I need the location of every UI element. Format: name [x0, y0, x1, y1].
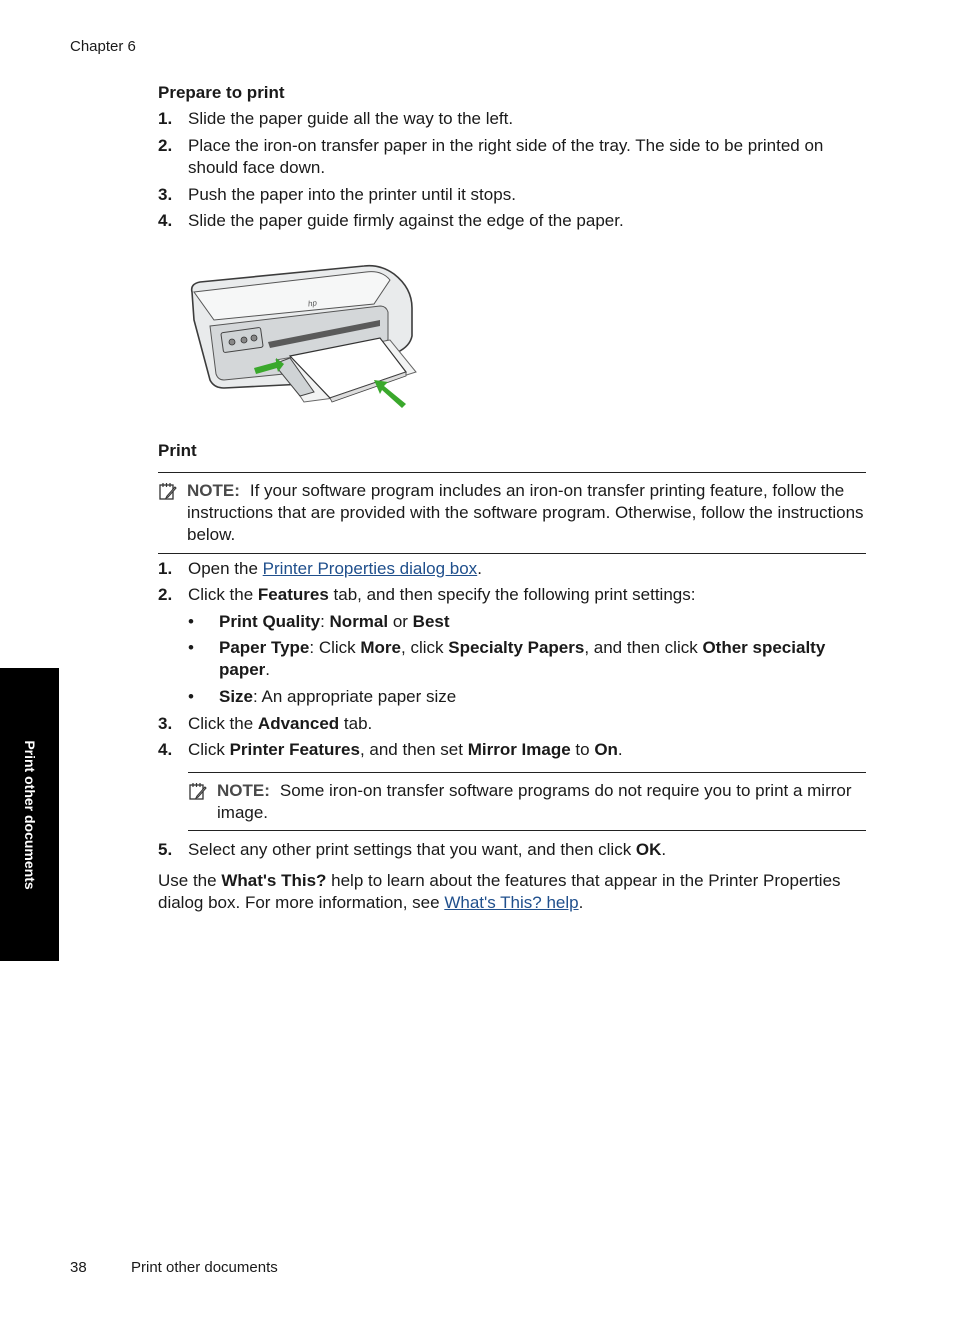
features-tab-label: Features	[257, 585, 329, 604]
paragraph-text: Use the	[158, 871, 222, 890]
bullet-text: : Click	[309, 638, 361, 657]
note-2	[217, 780, 865, 824]
step-number: 1.	[158, 109, 173, 128]
bullet-text: , click	[401, 638, 449, 657]
print-step-5	[158, 839, 868, 861]
bullet-sep: :	[320, 612, 330, 631]
step-number: 4.	[158, 211, 173, 230]
prepare-step-4	[158, 210, 868, 232]
bullet-text: : An appropriate paper size	[253, 687, 457, 706]
bullet-paper-type	[188, 637, 868, 681]
bullet-size	[188, 686, 868, 708]
bullet-label: Print Quality	[219, 612, 321, 631]
note-icon	[158, 481, 178, 501]
prepare-step-2	[158, 135, 868, 179]
bullet-label: Size	[219, 687, 254, 706]
step-text-end: .	[617, 740, 623, 759]
arrow-up-left-icon	[374, 380, 406, 408]
print-step-3	[158, 713, 868, 735]
note-box-2	[188, 772, 866, 831]
step-number: 2.	[158, 585, 173, 604]
step-text-end: .	[477, 559, 482, 578]
note-1	[187, 480, 867, 546]
bullet-text-end: .	[265, 660, 271, 679]
more-label: More	[360, 638, 402, 657]
section-title-print: Print	[158, 441, 197, 460]
step-number: 3.	[158, 714, 173, 733]
page-number: 38	[70, 1259, 87, 1276]
bullet-text: , and then click	[584, 638, 703, 657]
bullet-print-quality	[188, 611, 868, 633]
step-text-end: tab.	[339, 714, 373, 733]
step-number: 2.	[158, 136, 173, 155]
step-text-end: tab, and then specify the following print settings:	[328, 585, 696, 604]
closing-paragraph	[158, 870, 848, 914]
printer-properties-link[interactable]: Printer Properties dialog box	[262, 559, 478, 578]
step-text: to	[570, 740, 595, 759]
bullet-dot: •	[188, 687, 194, 706]
bullet-dot: •	[188, 612, 194, 631]
option-normal: Normal	[329, 612, 389, 631]
cancel-button-icon	[241, 337, 247, 343]
printer-features-label: Printer Features	[229, 740, 360, 759]
power-button-icon	[229, 339, 235, 345]
note-box-1	[158, 472, 866, 554]
printer-illustration	[184, 260, 424, 410]
print-step-4	[158, 739, 868, 761]
step-text: Click	[188, 740, 230, 759]
step-text: Slide the paper guide firmly against the edge of the paper.	[188, 211, 624, 230]
other-specialty-paper-label: Other specialty paper	[219, 638, 826, 679]
section-title-prepare: Prepare to print	[158, 83, 285, 102]
mirror-image-label: Mirror Image	[467, 740, 571, 759]
step-text: Click the	[188, 714, 258, 733]
chapter-header: Chapter 6	[70, 38, 136, 55]
print-step-2	[158, 584, 868, 606]
paragraph-text: help to learn about the features that appear in the Printer Properties dialog box. For more information, see	[158, 871, 841, 912]
note-text: If your software program includes an iron-on transfer printing feature, follow the instructions that are provided with the software program. Otherwise, follow the instructions below.	[187, 481, 864, 544]
step-text-end: .	[661, 840, 667, 859]
step-number: 3.	[158, 185, 173, 204]
note-label: NOTE:	[217, 781, 270, 800]
option-best: Best	[412, 612, 450, 631]
prepare-step-1	[158, 108, 868, 130]
step-number: 1.	[158, 559, 173, 578]
paragraph-text-end: .	[578, 893, 584, 912]
step-text: , and then set	[359, 740, 468, 759]
note-label: NOTE:	[187, 481, 240, 500]
step-text: Place the iron-on transfer paper in the right side of the tray. The side to be printed on should face down.	[188, 136, 824, 177]
step-text: Slide the paper guide all the way to the left.	[188, 109, 514, 128]
bullet-or: or	[388, 612, 413, 631]
note-icon	[188, 781, 208, 801]
step-number: 5.	[158, 840, 173, 859]
step-number: 4.	[158, 740, 173, 759]
bullet-dot: •	[188, 638, 194, 657]
ok-label: OK	[635, 840, 662, 859]
side-tab	[0, 668, 59, 961]
step-text: Open the	[188, 559, 263, 578]
print-step-1	[158, 558, 868, 580]
hp-logo: hp	[307, 298, 318, 309]
whats-this-help-link[interactable]: What's This? help	[444, 893, 579, 912]
specialty-papers-label: Specialty Papers	[448, 638, 585, 657]
prepare-step-3	[158, 184, 868, 206]
resume-button-icon	[251, 335, 257, 341]
footer-title: Print other documents	[131, 1259, 278, 1276]
step-text: Push the paper into the printer until it stops.	[188, 185, 516, 204]
whats-this-label: What's This?	[221, 871, 327, 890]
step-text: Select any other print settings that you want, and then click	[188, 840, 636, 859]
note-text: Some iron-on transfer software programs do not require you to print a mirror image.	[217, 781, 852, 822]
step-text: Click the	[188, 585, 258, 604]
bullet-label: Paper Type	[219, 638, 310, 657]
advanced-tab-label: Advanced	[257, 714, 340, 733]
side-tab-label: Print other documents	[21, 739, 38, 890]
on-label: On	[594, 740, 618, 759]
